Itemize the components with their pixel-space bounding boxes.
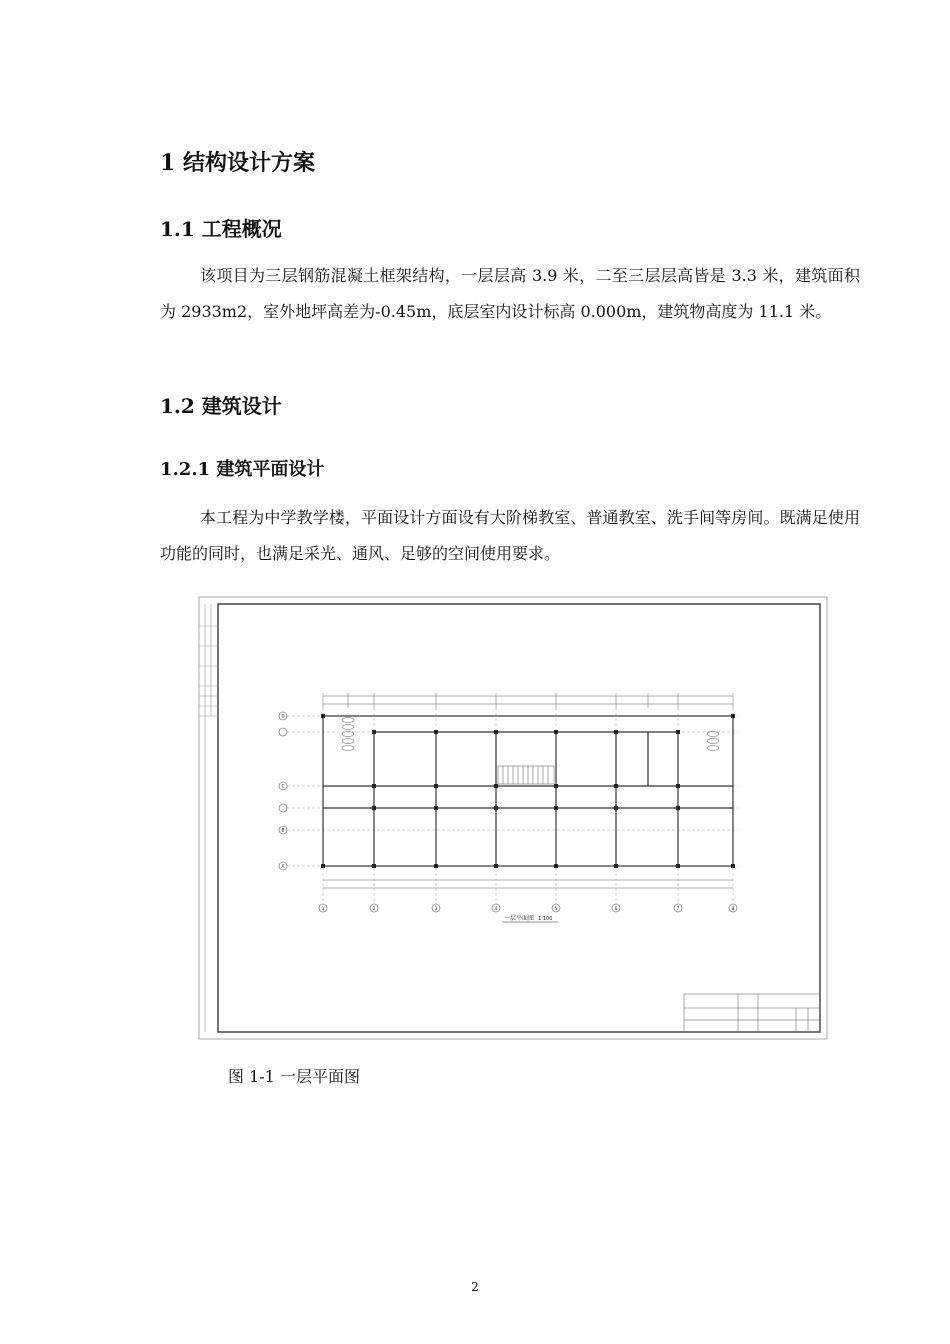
axis-label-top: 3 [434, 906, 438, 911]
floor-plan-figure [198, 596, 828, 1040]
axis-label-left: D [281, 713, 285, 719]
axis-label-top: 7 [676, 906, 680, 911]
axis-label-top: 4 [494, 906, 498, 911]
axis-label-left: A [281, 863, 285, 869]
axis-label-top: 5 [554, 906, 558, 911]
axis-label-top: 1 [321, 906, 325, 911]
plan-title: 一层平面图 [504, 915, 535, 922]
subsection-title-overview: 1.1 工程概况 [160, 217, 282, 241]
axis-label-left: B [281, 827, 285, 833]
subsection-title-architecture: 1.2 建筑设计 [160, 394, 282, 418]
axis-label-top: 2 [372, 906, 376, 911]
subsubsection-title-plan: 1.2.1 建筑平面设计 [160, 459, 325, 480]
plan-paragraph: 本工程为中学教学楼，平面设计方面设有大阶梯教室、普通教室、洗手间等房间。既满足使用功能的同时，也满足采光、通风、足够的空间使用要求。 [160, 508, 860, 563]
page-number: 2 [471, 1280, 479, 1294]
figure-caption: 图 1-1 一层平面图 [228, 1067, 360, 1086]
plan-scale: 1:100 [538, 916, 553, 922]
overview-paragraph: 该项目为三层钢筋混凝土框架结构，一层层高 3.9 米，二至三层层高皆是 3.3 米，建筑面积为 2933m2，室外地坪高差为-0.45m，底层室内设计标高 0.000m，建筑物高度为 11.1 米。 [160, 266, 860, 321]
axis-label-top: 8 [731, 906, 735, 911]
axis-label-left: C [281, 783, 285, 789]
section-title: 1 结构设计方案 [160, 150, 315, 176]
axis-label-top: 6 [614, 906, 618, 911]
